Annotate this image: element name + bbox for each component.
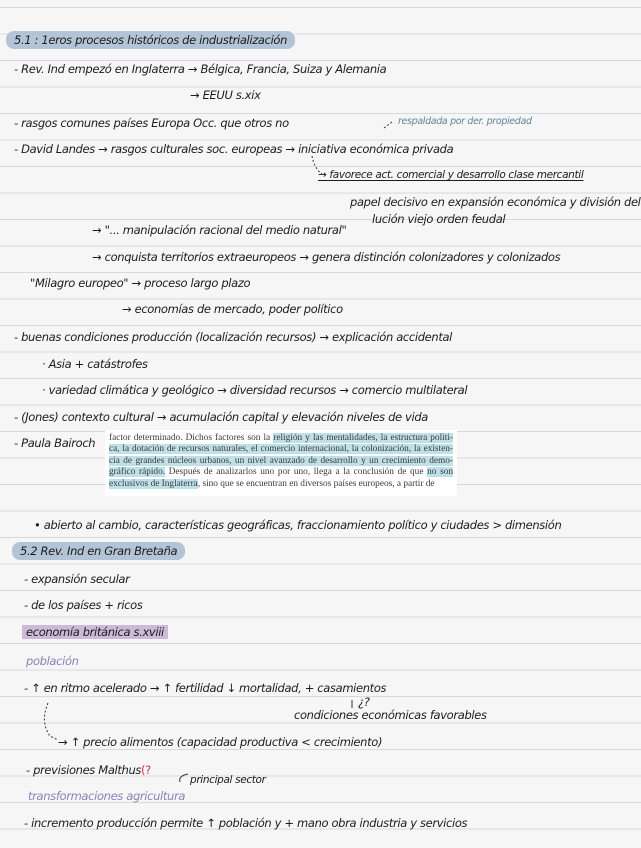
subheading: población	[26, 654, 79, 668]
note-line: → favorece act. comercial y desarrollo clase mercantil	[318, 169, 584, 181]
note-line: • abierto al cambio, características geográficas, fraccionamiento político y ciudades > dimensión	[34, 518, 562, 532]
note-line: - expansión secular	[24, 572, 130, 586]
note-line: - David Landes → rasgos culturales soc. europeas → iniciativa económica privada	[14, 142, 454, 156]
note-line: · variedad climática y geológico → diversidad recursos → comercio multilateral	[42, 383, 468, 397]
note-line: - (Jones) contexto cultural → acumulación capital y elevación niveles de vida	[14, 410, 429, 424]
note-line: - rasgos comunes países Europa Occ. que otros no	[14, 116, 289, 130]
subheading: transformaciones agricultura	[28, 789, 186, 803]
section-heading-5-1: 5.1 : 1eros procesos históricos de industrialización	[6, 33, 295, 47]
note-line: → ↑ precio alimentos (capacidad productiva < crecimiento)	[58, 735, 383, 749]
note-line: - Paula Bairoch	[14, 436, 96, 450]
side-note: respaldada por der. propiedad	[398, 116, 532, 127]
note-line: lución viejo orden feudal	[372, 212, 506, 226]
note-line: condiciones económicas favorables	[294, 708, 487, 722]
note-line: - incremento producción permite ↑ población y + mano obra industria y servicios	[24, 816, 468, 830]
note-line: · Asia + catástrofes	[42, 357, 148, 371]
note-line: papel decisivo en expansión económica y división del	[350, 195, 641, 209]
note-line: → economías de mercado, poder político	[122, 302, 343, 316]
highlighted-text: religión y las mentalidades, la estructura políti-ca, la dotación de recursos naturales, el comercio internacional, la colonización, la existen-cia de grandes núcleos urbanos, un nivel avanzado de desarrollo y un crecimiento demo-gráfico rápido.	[109, 433, 453, 478]
book-quote-clipping: factor determinado. Dichos factores son la religión y las mentalidades, la estructura políti-ca, la dotación de recursos naturales, el comercio internacional, la colonización, la existen-cia de grandes núcleos urbanos, un nivel avanzado de desarrollo y un crecimiento demo-gráfico rápido. Después de analizarlos uno por uno, llega a la conclusión de que no son exclusivos de Inglaterra, sino que se encuentran en diversos países europeos, a partir de	[105, 430, 457, 496]
note-line: "Milagro europeo" → proceso largo plazo	[30, 276, 251, 290]
subheading: economía británica s.xviii	[22, 625, 168, 639]
note-line: → conquista territorios extraeuropeos → genera distinción colonizadores y colonizados	[92, 250, 561, 264]
side-note: principal sector	[190, 774, 266, 786]
note-line: → "... manipulación racional del medio natural"	[92, 223, 347, 237]
note-line: → EEUU s.xix	[190, 88, 261, 102]
note-line: - ↑ en ritmo acelerado → ↑ fertilidad ↓ mortalidad, + casamientos	[24, 681, 387, 695]
note-line: - de los países + ricos	[24, 598, 143, 612]
note-line: - previsiones Malthus(?	[26, 763, 151, 777]
note-line: - Rev. Ind empezó en Inglaterra → Bélgica, Francia, Suiza y Alemania	[14, 62, 387, 76]
section-heading-5-2: 5.2 Rev. Ind en Gran Bretaña	[12, 544, 185, 558]
note-line: - buenas condiciones producción (localización recursos) → explicación accidental	[14, 330, 453, 344]
note-line: ¿?	[358, 695, 370, 709]
highlighted-text: no son exclusivos de Inglaterra	[109, 467, 453, 489]
